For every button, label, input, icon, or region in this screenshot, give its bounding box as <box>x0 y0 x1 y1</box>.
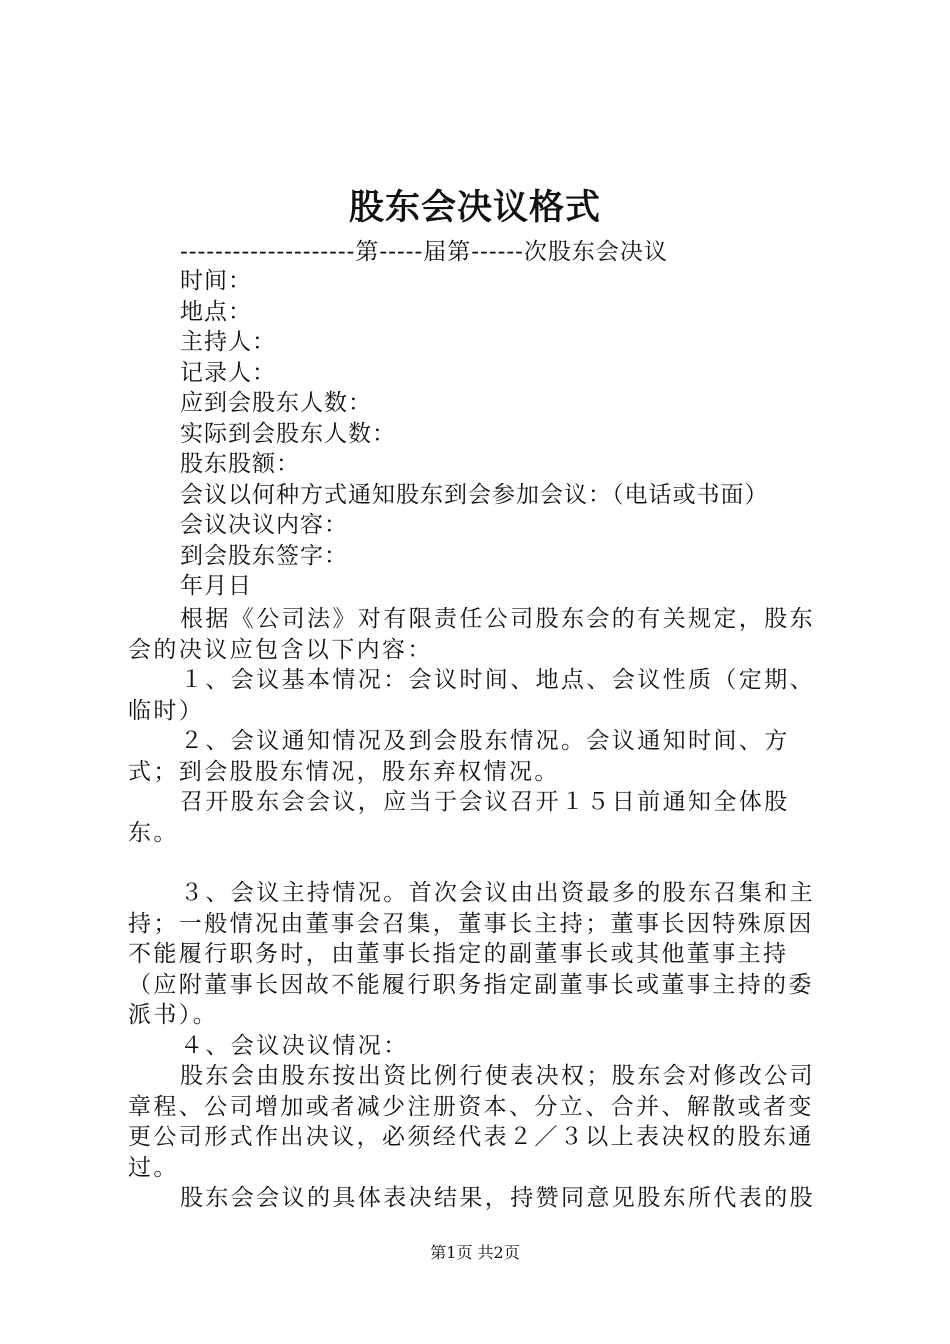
meeting-fields <box>180 266 880 602</box>
field-share-amount: 股东股额： <box>180 451 300 477</box>
paragraph-notice: 召开股东会会议，应当于会议召开１５日前通知全体股东。 <box>128 789 790 846</box>
paragraph-intro: 根据《公司法》对有限责任公司股东会的有关规定，股东会的决议应包含以下内容： <box>128 606 815 663</box>
paragraph-voting: 股东会由股东按出资比例行使表决权；股东会对修改公司章程、公司增加或者减少注册资本、分立、合并、解散或者变更公司形式作出决议，必须经代表２／３以上表决权的股东通过。 <box>128 1063 815 1181</box>
field-notification-method: 会议以何种方式通知股东到会参加会议：（电话或书面） <box>180 481 769 508</box>
body-text <box>128 604 832 1214</box>
field-resolution-content: 会议决议内容： <box>180 512 348 538</box>
field-time: 时间： <box>180 268 252 294</box>
paragraph-item-3: ３、会议主持情况。首次会议由出资最多的股东召集和主持；一般情况由董事会召集，董事长主持；董事长因特殊原因不能履行职务时，由董事长指定的副董事长或其他董事主持（应附董事长因故不能履行职务指定副董事长或董事主持的委派书）。 <box>128 880 815 1028</box>
field-host: 主持人： <box>180 329 276 355</box>
paragraph-item-2: ２、会议通知情况及到会股东情况。会议通知时间、方式；到会股股东情况，股东弃权情况。 <box>128 728 790 785</box>
field-shareholder-signature: 到会股东签字： <box>180 542 348 569</box>
paragraph-results: 股东会会议的具体表决结果，持赞同意见股东所代表的股 <box>180 1185 815 1211</box>
resolution-subtitle: --------------------第-----届第------次股东会决议 <box>180 239 668 265</box>
field-expected-attendees: 应到会股东人数： <box>180 390 372 416</box>
paragraph-item-1: １、会议基本情况：会议时间、地点、会议性质（定期、临时） <box>128 667 815 724</box>
field-actual-attendees: 实际到会股东人数： <box>180 420 396 447</box>
field-recorder: 记录人： <box>180 359 276 386</box>
page-footer: 第1页 共2页 <box>430 1243 520 1262</box>
field-location: 地点： <box>180 298 252 325</box>
document-title: 股东会决议格式 <box>348 187 601 228</box>
paragraph-item-4: ４、会议决议情况： <box>180 1032 409 1059</box>
field-date: 年月日 <box>180 573 252 599</box>
